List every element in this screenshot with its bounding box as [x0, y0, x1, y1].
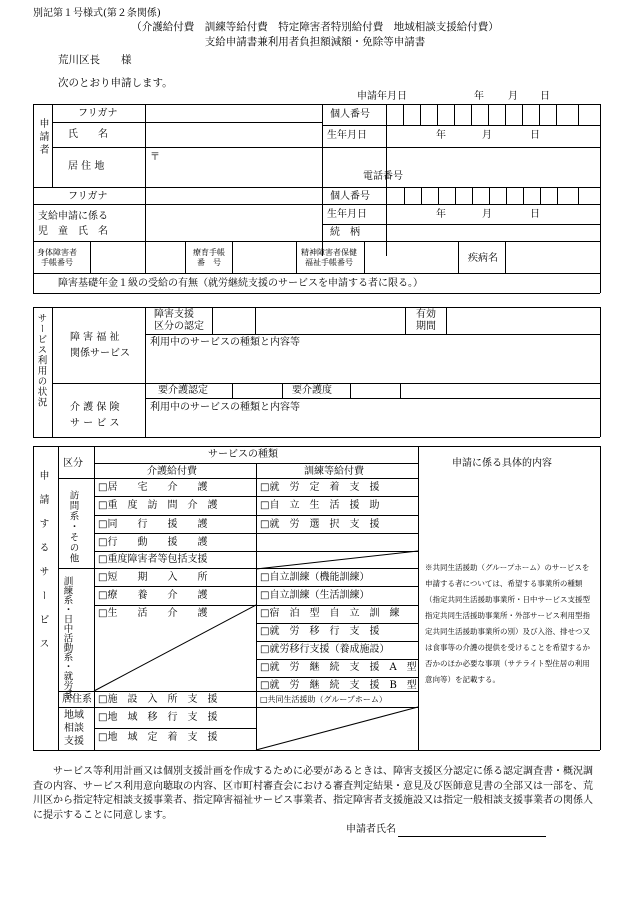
date-label: 申請年月日 — [357, 91, 407, 102]
apply-section-label: 申請するサービス — [37, 470, 48, 662]
category-day: 訓練系・日中活動系・就労系 — [61, 576, 73, 700]
signature-line[interactable] — [398, 836, 546, 837]
physical-notebook-label2: 手帳番号 — [41, 258, 73, 267]
kaigo-header: 介護給付費 — [147, 466, 197, 477]
child-kojin-label: 個人番号 — [330, 191, 370, 202]
kaigo-option-hokatsu[interactable]: □重度障害者等包括支援 — [98, 554, 208, 565]
kaigo-option-shisetsu[interactable]: □施 設 入 所 支 援 — [98, 694, 218, 705]
child-birth-label: 生年月日 — [327, 209, 367, 220]
welfare-label1: 障 害 福 祉 — [70, 332, 120, 343]
kunren-option-seikatsu[interactable]: □自立訓練（生活訓練） — [260, 590, 370, 601]
intro-text: 次のとおり申請します。 — [58, 77, 173, 89]
kaigo-option-kodo[interactable]: □行 動 援 護 — [98, 537, 208, 548]
applicant-name-label: 氏 名 — [68, 129, 108, 140]
class-label2: 区分の認定 — [154, 321, 204, 332]
care-level-label: 要介護度 — [292, 385, 332, 396]
kunren-option-shukuhaku[interactable]: □宿 泊 型 自 立 訓 練 — [260, 608, 400, 619]
applicant-furigana-label: フリガナ — [78, 108, 118, 119]
kubun-header: 区分 — [63, 458, 83, 469]
ryoiku-notebook-label1: 療育手帳 — [193, 248, 225, 257]
detail-header: 申請に係る具体的内容 — [452, 458, 552, 469]
child-birth-day: 日 — [530, 209, 540, 220]
category-home: 訪問系・その他 — [67, 490, 79, 564]
pension-question: 障害基礎年金１級の受給の有無（就労継続支援のサービスを申請する者に限る。） — [58, 278, 423, 289]
kaigo-option-chiiki-iko[interactable]: □地 域 移 行 支 援 — [98, 712, 218, 723]
child-furigana-label: フリガナ — [68, 191, 108, 202]
child-birth-year: 年 — [436, 209, 446, 220]
mental-notebook-label1: 精神障害者保健 — [301, 248, 357, 257]
form-title-line1: （介護給付費 訓練等給付費 特定障害者特別給付費 地域相談支援給付費） — [131, 21, 499, 33]
kunren-option-sentaku[interactable]: □就 労 選 択 支 援 — [260, 519, 380, 530]
child-birth-month: 月 — [482, 209, 492, 220]
care-label1: 介 護 保 険 — [70, 402, 120, 413]
applicant-birth-month: 月 — [482, 130, 492, 141]
care-usage-label: 利用中のサービスの種類と内容等 — [150, 402, 300, 413]
usage-section-label: サービス利用の状況 — [35, 313, 47, 408]
class-label1: 障害支援 — [154, 309, 194, 320]
kunren-option-keizoku-b[interactable]: □就 労 継 続 支 援 B 型 — [260, 680, 417, 691]
care-cert-label: 要介護認定 — [158, 385, 208, 396]
category-community3: 支援 — [64, 736, 84, 747]
disease-label: 疾病名 — [468, 253, 498, 264]
group-home-note: ※共同生活援助（グループホーム）のサービスを申請する者については、希望する事業所の種類（指定共同生活援助事業所・日中サービス支援型指定共同生活援助事業所・外部サービス利用型指定共同生活援助事業所の別）及び入浴、排せつ又は食事等の介護の提供を受けることを希望するか否かのほか必要な事項（サテライト型住居の利用意向等）を記載する。 — [425, 563, 590, 684]
ryoiku-notebook-label2: 番 号 — [197, 258, 221, 267]
kaigo-option-doko[interactable]: □同 行 援 護 — [98, 519, 208, 530]
child-label-line1: 支給申請に係る — [38, 211, 108, 222]
applicant-birth-year: 年 — [436, 130, 446, 141]
addressee: 荒川区長 様 — [58, 54, 132, 66]
valid-label1: 有効 — [416, 309, 436, 320]
date-year: 年 — [474, 91, 484, 102]
date-month: 月 — [508, 91, 518, 102]
category-community1: 地域 — [64, 710, 84, 721]
signature-label: 申請者氏名 — [346, 824, 396, 835]
date-day: 日 — [540, 91, 550, 102]
form-title-line2: 支給申請書兼利用者負担額減額・免除等申請書 — [204, 36, 426, 48]
kaigo-option-chiiki-teichaku[interactable]: □地 域 定 着 支 援 — [98, 732, 218, 743]
kunren-option-group-home[interactable]: □共同生活援助（グループホーム） — [260, 695, 387, 704]
category-community2: 相談 — [64, 723, 84, 734]
detail-field[interactable] — [419, 479, 599, 557]
physical-notebook-label1: 身体障害者 — [37, 248, 77, 257]
welfare-usage-label: 利用中のサービスの種類と内容等 — [150, 337, 300, 348]
care-label2: サ ー ビ ス — [70, 418, 120, 429]
postal-mark: 〒 — [150, 152, 160, 163]
service-kind-header: サービスの種類 — [208, 449, 278, 460]
applicant-birth-label: 生年月日 — [327, 130, 367, 141]
kaigo-option-seikatsu[interactable]: □生 活 介 護 — [98, 608, 208, 619]
applicant-birth-day: 日 — [530, 130, 540, 141]
applicant-address-label: 居 住 地 — [68, 161, 105, 172]
kaigo-option-judo-homon[interactable]: □重 度 訪 問 介 護 — [98, 500, 218, 511]
kunren-option-jiritsu-enjo[interactable]: □自 立 生 活 援 助 — [260, 500, 380, 511]
phone-label: 電話番号 — [363, 171, 403, 182]
child-label-line2: 児 童 氏 名 — [38, 226, 108, 237]
category-living: 居住系 — [62, 694, 92, 705]
consent-text: サービス等利用計画又は個別支援計画を作成するために必要があるときは、障害支援区分認定に係る認定調査書・概況調査の内容、サービス利用意向聴取の内容、区市町村審査会における審査判定結果・意見及び医師意見書の全部又は一部を、荒川区から指定特定相談支援事業者、指定障害福祉サービス事業者、指定障害者支援施設又は指定一般相談支援事業者の関係人に提示することに同意します。 — [33, 766, 593, 821]
form-number: 別記第１号様式(第２条関係) — [33, 8, 161, 19]
child-relation-label: 続 柄 — [330, 227, 360, 238]
kunren-header: 訓練等給付費 — [304, 466, 364, 477]
kaigo-option-ryoyo[interactable]: □療 養 介 護 — [98, 590, 208, 601]
mental-notebook-label2: 福祉手帳番号 — [305, 258, 353, 267]
kunren-option-iko[interactable]: □就 労 移 行 支 援 — [260, 626, 380, 637]
applicant-section-label: 申請者 — [37, 118, 48, 157]
kunren-option-iko-yosei[interactable]: □就労移行支援（養成施設） — [260, 644, 390, 655]
valid-label2: 期間 — [416, 321, 436, 332]
applicant-kojin-label: 個人番号 — [330, 109, 370, 120]
kunren-option-teichaku[interactable]: □就 労 定 着 支 援 — [260, 482, 380, 493]
welfare-label2: 関係サービス — [70, 348, 130, 359]
kaigo-option-tanki[interactable]: □短 期 入 所 — [98, 572, 208, 583]
kunren-option-kino[interactable]: □自立訓練（機能訓練） — [260, 572, 370, 583]
kaigo-option-kyotaku[interactable]: □居 宅 介 護 — [98, 482, 208, 493]
kunren-option-keizoku-a[interactable]: □就 労 継 続 支 援 A 型 — [260, 662, 417, 673]
